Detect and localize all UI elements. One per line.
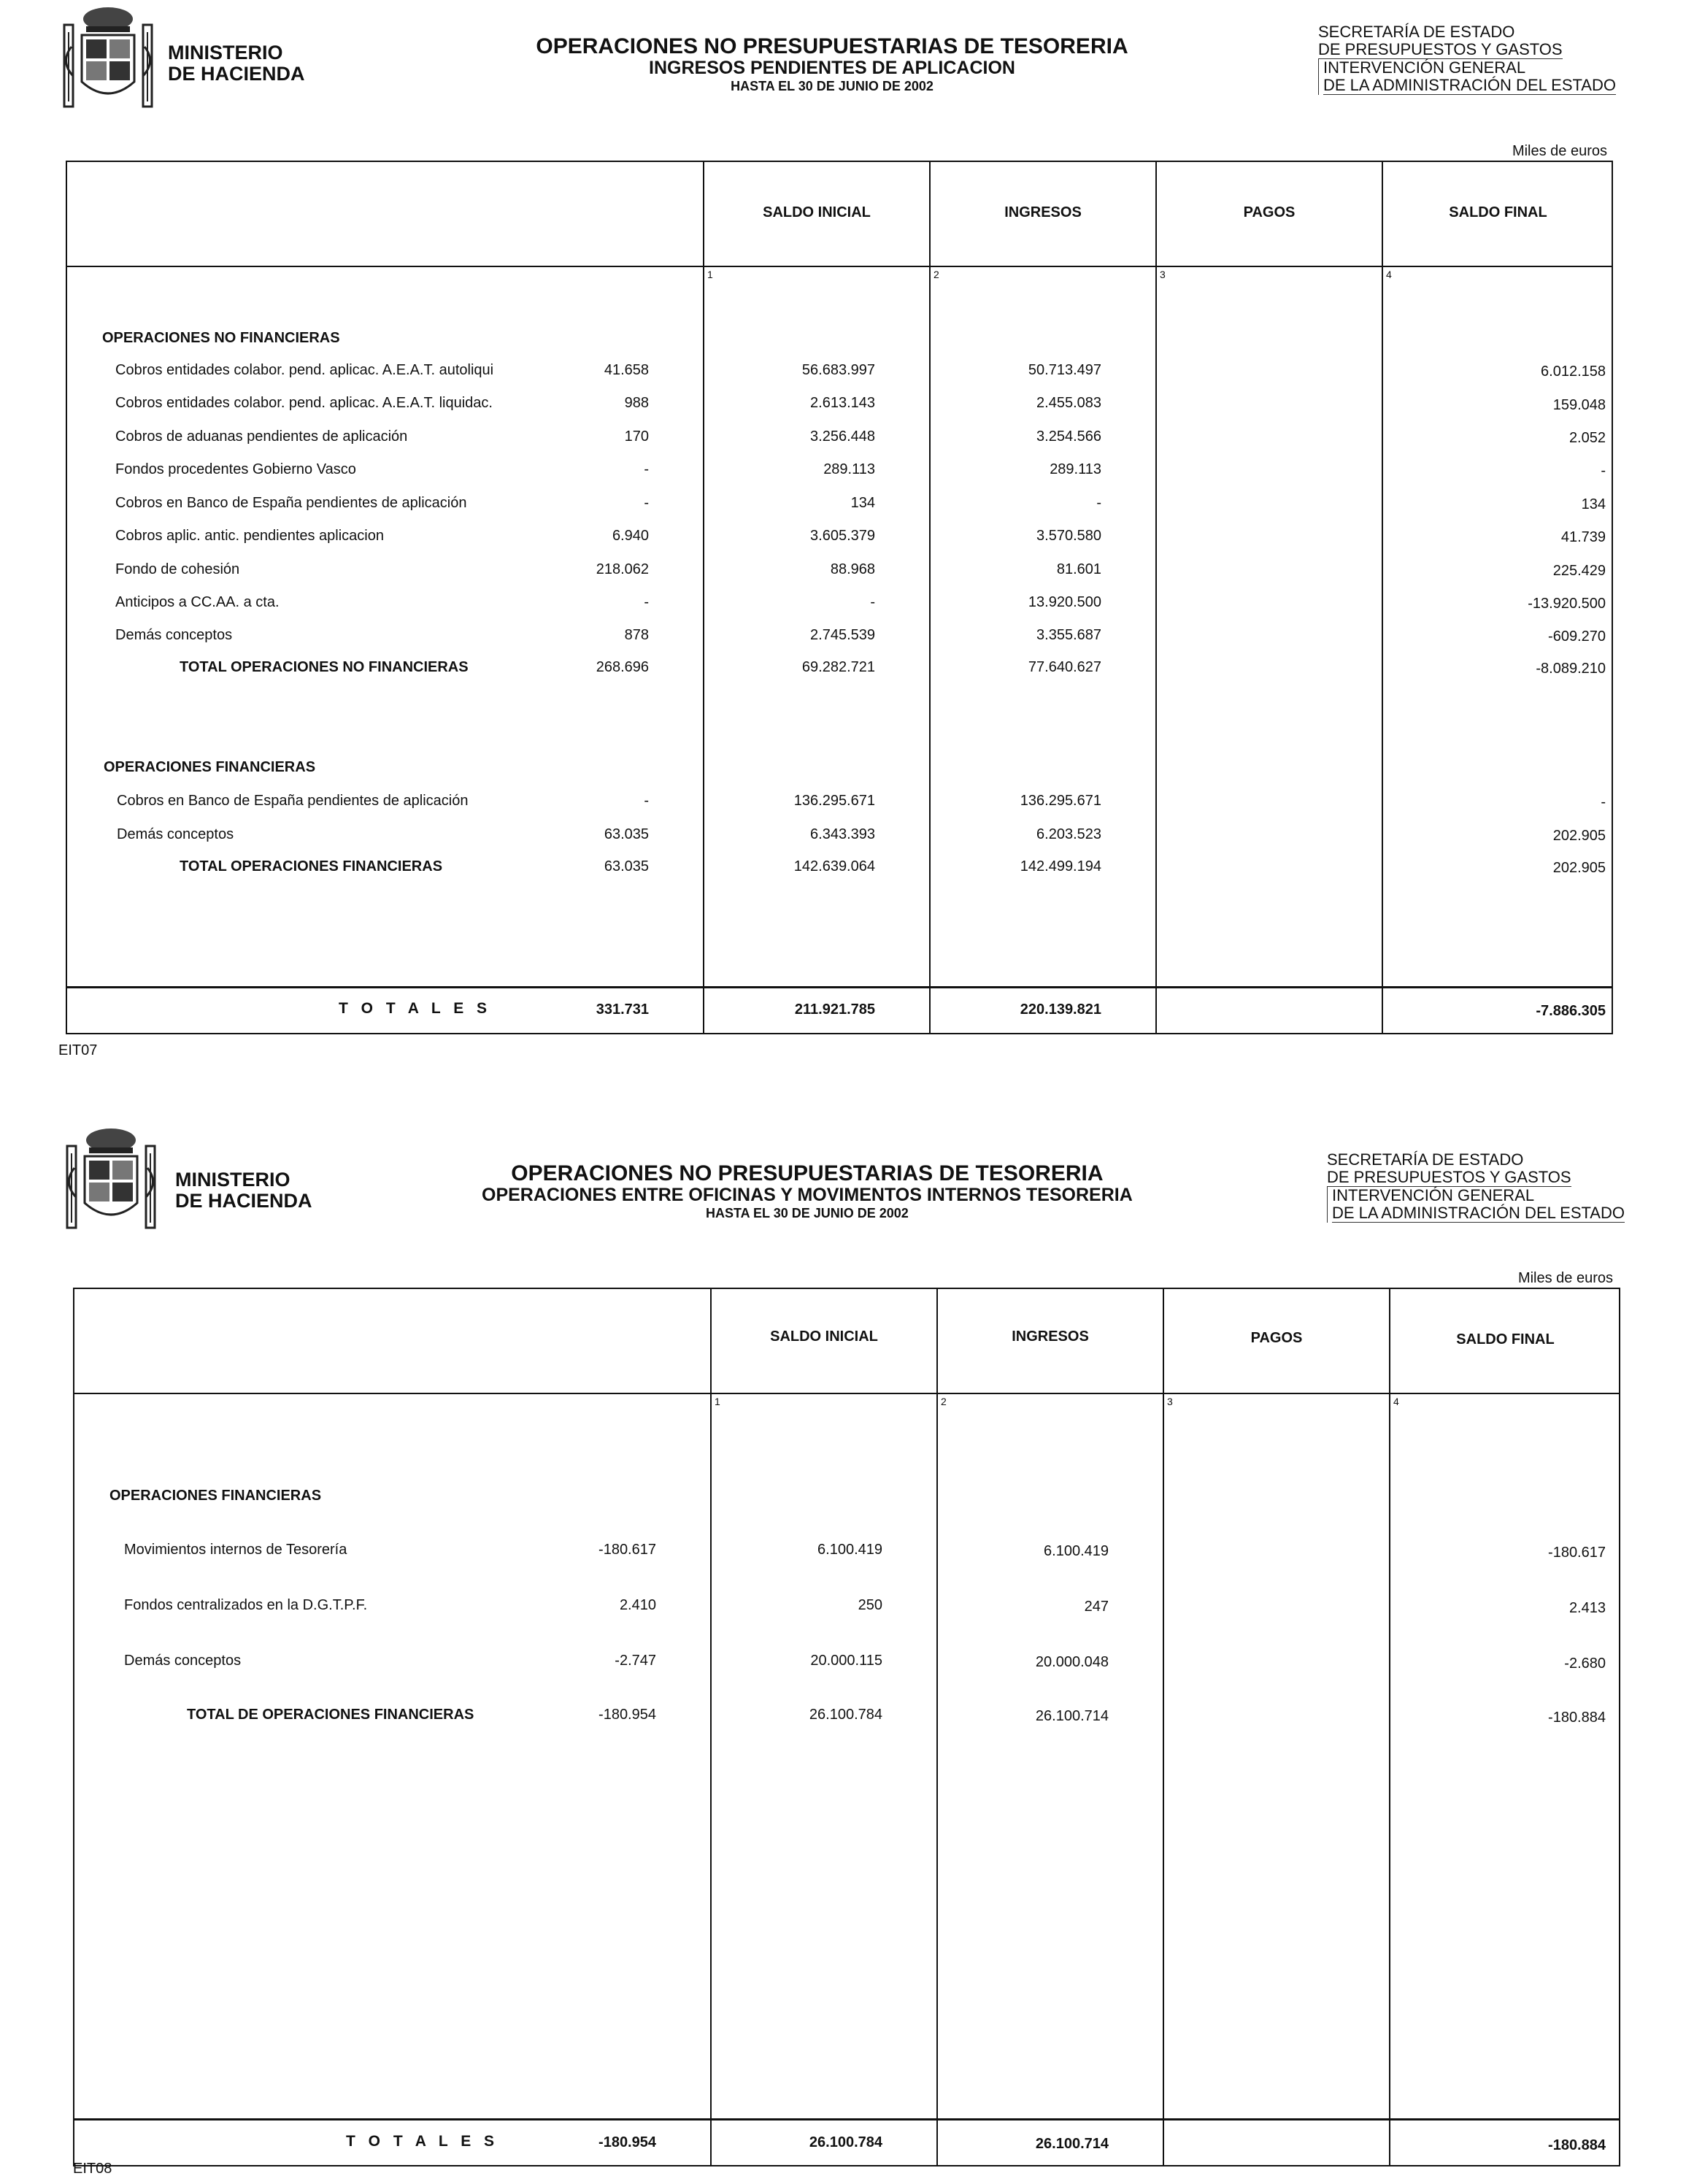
report-date: HASTA EL 30 DE JUNIO DE 2002 <box>731 79 934 93</box>
cell-pagos: 3.254.566 <box>1036 428 1101 445</box>
column-divider <box>710 1289 712 2165</box>
cell-saldo-inicial: 268.696 <box>596 659 649 675</box>
cell-ingresos: 3.256.448 <box>810 428 875 445</box>
cell-pagos: 2.455.083 <box>1036 395 1101 411</box>
ministry-name <box>168 42 305 85</box>
cell-pagos: 77.640.627 <box>1028 659 1101 675</box>
cell-saldo-inicial: 878 <box>624 627 649 643</box>
cell-saldo-final: 134 <box>1581 496 1606 512</box>
intervencion-line2: DE LA ADMINISTRACIÓN DEL ESTADO <box>1323 76 1616 94</box>
cell-saldo-inicial: - <box>644 461 649 477</box>
row-label: Demás conceptos <box>124 1653 242 1669</box>
col-number: 4 <box>1393 1396 1399 1407</box>
cell-saldo-final: 2.052 <box>1568 430 1606 446</box>
cell-saldo-final: 202.905 <box>1552 860 1606 876</box>
col-number: 3 <box>1167 1396 1173 1407</box>
cell-saldo-inicial: - <box>644 495 649 511</box>
secretaria-line2: DE PRESUPUESTOS Y GASTOS <box>1318 40 1563 58</box>
col-header-saldo-inicial: SALDO INICIAL <box>763 204 871 220</box>
cell-ingresos: 2.613.143 <box>810 395 875 411</box>
column-divider <box>936 1289 938 2165</box>
cell-ingresos: 3.605.379 <box>810 528 875 544</box>
cell-pagos: 142.499.194 <box>1020 858 1101 874</box>
cell-saldo-inicial: -180.617 <box>598 1542 656 1558</box>
report-title: OPERACIONES NO PRESUPUESTARIAS DE TESORERIA <box>511 1161 1104 1185</box>
cell-ingresos: 2.745.539 <box>810 627 875 643</box>
cell-saldo-inicial: 988 <box>624 395 649 411</box>
cell-ingresos: 142.639.064 <box>793 858 875 874</box>
section-heading: OPERACIONES FINANCIERAS <box>104 759 316 775</box>
col-number: 1 <box>715 1396 720 1407</box>
report-code: EIT08 <box>73 2161 112 2177</box>
secretaria-line1: SECRETARÍA DE ESTADO <box>1327 1150 1524 1169</box>
cell-ingresos: 250 <box>858 1597 882 1613</box>
col-number: 1 <box>707 269 713 280</box>
cell-saldo-inicial: - <box>644 594 649 610</box>
spanish-coat-of-arms-icon <box>60 1124 162 1234</box>
col-header-saldo-final: SALDO FINAL <box>1449 204 1547 220</box>
col-number: 4 <box>1386 269 1392 280</box>
column-divider <box>1163 1289 1164 2165</box>
col-header-ingresos: INGRESOS <box>1004 204 1082 220</box>
data-table <box>66 161 1613 1034</box>
cell-pagos: 13.920.500 <box>1028 594 1101 610</box>
row-label: Cobros en Banco de España pendientes de aplicación <box>117 793 469 809</box>
cell-saldo-final: -2.680 <box>1564 1656 1606 1672</box>
col-number: 3 <box>1160 269 1166 280</box>
cell-saldo-inicial: 218.062 <box>596 561 649 577</box>
col-number: 2 <box>934 269 939 280</box>
cell-pagos: 289.113 <box>1050 461 1101 477</box>
report-date: HASTA EL 30 DE JUNIO DE 2002 <box>706 1206 909 1220</box>
cell-ingresos: 136.295.671 <box>793 793 875 809</box>
report-title-block <box>467 35 1197 94</box>
ministry-line2: DE HACIENDA <box>168 63 305 85</box>
cell-saldo-inicial: -2.747 <box>615 1653 656 1669</box>
report-title: OPERACIONES NO PRESUPUESTARIAS DE TESORERIA <box>536 34 1128 58</box>
cell-saldo-inicial: 6.940 <box>612 528 649 544</box>
grand-saldo-inicial: -180.954 <box>598 2134 656 2150</box>
report-subtitle: OPERACIONES ENTRE OFICINAS Y MOVIMENTOS INTERNOS TESORERIA <box>482 1185 1133 1205</box>
row-label: Cobros de aduanas pendientes de aplicación <box>115 428 408 445</box>
row-label: Cobros en Banco de España pendientes de aplicación <box>115 495 467 511</box>
header-divider <box>74 1393 1619 1394</box>
cell-saldo-final: 202.905 <box>1552 828 1606 844</box>
cell-saldo-final: -8.089.210 <box>1536 661 1606 677</box>
cell-ingresos: 88.968 <box>830 561 875 577</box>
row-label: Demás conceptos <box>117 826 234 842</box>
report-title-block <box>482 1162 1133 1221</box>
cell-ingresos: 6.343.393 <box>810 826 875 842</box>
grand-saldo-inicial: 331.731 <box>596 1001 649 1018</box>
cell-pagos: 6.100.419 <box>1044 1543 1109 1559</box>
intervencion-line1: INTERVENCIÓN GENERAL <box>1327 1187 1625 1204</box>
cell-ingresos: 56.683.997 <box>801 362 875 378</box>
secretaria-line1: SECRETARÍA DE ESTADO <box>1318 23 1515 41</box>
grand-ingresos: 211.921.785 <box>794 1001 875 1018</box>
cell-saldo-final: -13.920.500 <box>1528 596 1606 612</box>
cell-pagos: 20.000.048 <box>1035 1654 1109 1670</box>
cell-ingresos: 6.100.419 <box>817 1542 882 1558</box>
row-label: Fondos centralizados en la D.G.T.P.F. <box>124 1597 368 1613</box>
grand-pagos: 26.100.714 <box>1035 2136 1109 2152</box>
secretaria-block <box>1318 23 1616 95</box>
column-divider <box>1382 162 1383 1033</box>
ministry-name <box>175 1169 312 1212</box>
cell-saldo-final: - <box>1601 794 1606 810</box>
spanish-coat-of-arms-icon <box>57 3 159 112</box>
row-label: Cobros aplic. antic. pendientes aplicacion <box>115 528 384 544</box>
cell-saldo-inicial: 170 <box>624 428 649 445</box>
row-label: Cobros entidades colabor. pend. aplicac. A.E.A.T. liquidac. <box>115 395 493 411</box>
column-divider <box>703 162 704 1033</box>
cell-saldo-final: -180.884 <box>1548 1710 1606 1726</box>
subtotal-label: TOTAL DE OPERACIONES FINANCIERAS <box>187 1707 474 1723</box>
col-header-saldo-final: SALDO FINAL <box>1456 1331 1555 1347</box>
col-header-pagos: PAGOS <box>1243 204 1296 220</box>
row-label: Demás conceptos <box>115 627 233 643</box>
cell-saldo-inicial: 63.035 <box>604 826 649 842</box>
cell-pagos: - <box>1096 495 1101 511</box>
totals-divider <box>67 986 1612 988</box>
subtotal-label: TOTAL OPERACIONES FINANCIERAS <box>180 858 443 874</box>
units-label: Miles de euros <box>1512 143 1607 159</box>
row-label: Anticipos a CC.AA. a cta. <box>115 594 280 610</box>
cell-saldo-final: 2.413 <box>1568 1600 1606 1616</box>
cell-saldo-final: 41.739 <box>1560 529 1606 545</box>
cell-ingresos: 20.000.115 <box>810 1653 882 1669</box>
subtotal-label: TOTAL OPERACIONES NO FINANCIERAS <box>180 659 469 675</box>
col-header-pagos: PAGOS <box>1250 1330 1303 1346</box>
header-divider <box>67 266 1612 267</box>
secretaria-line2: DE PRESUPUESTOS Y GASTOS <box>1327 1168 1571 1186</box>
column-divider <box>929 162 931 1033</box>
row-label: Fondo de cohesión <box>115 561 240 577</box>
cell-saldo-final: 159.048 <box>1552 397 1606 413</box>
cell-ingresos: 26.100.784 <box>809 1707 882 1723</box>
cell-saldo-final: 6.012.158 <box>1541 364 1606 380</box>
ministry-line1: MINISTERIO <box>168 42 283 64</box>
cell-saldo-inicial: - <box>644 793 649 809</box>
row-label: Fondos procedentes Gobierno Vasco <box>115 461 356 477</box>
cell-saldo-inicial: 63.035 <box>604 858 649 874</box>
units-label: Miles de euros <box>1517 1270 1613 1286</box>
cell-pagos: 3.570.580 <box>1036 528 1101 544</box>
grand-pagos: 220.139.821 <box>1020 1001 1101 1018</box>
ministry-line2: DE HACIENDA <box>175 1190 312 1212</box>
cell-pagos: 3.355.687 <box>1036 627 1101 643</box>
intervencion-line2: DE LA ADMINISTRACIÓN DEL ESTADO <box>1332 1204 1625 1222</box>
column-divider <box>1389 1289 1390 2165</box>
totals-label: T O T A L E S <box>346 2133 499 2150</box>
cell-ingresos: 134 <box>850 495 875 511</box>
cell-saldo-inicial: 41.658 <box>604 362 649 378</box>
col-header-saldo-inicial: SALDO INICIAL <box>770 1329 878 1345</box>
grand-saldo-final: -180.884 <box>1548 2137 1606 2153</box>
report-subtitle: INGRESOS PENDIENTES DE APLICACION <box>649 58 1015 78</box>
totals-divider <box>74 2118 1619 2120</box>
cell-pagos: 247 <box>1084 1599 1109 1615</box>
column-divider <box>1155 162 1157 1033</box>
cell-saldo-final: 225.429 <box>1552 563 1606 579</box>
data-table <box>73 1288 1620 2166</box>
secretaria-block <box>1327 1151 1625 1223</box>
cell-saldo-final: -180.617 <box>1548 1545 1606 1561</box>
section-heading: OPERACIONES FINANCIERAS <box>109 1488 322 1504</box>
cell-saldo-inicial: 2.410 <box>619 1597 656 1613</box>
col-header-ingresos: INGRESOS <box>1012 1329 1089 1345</box>
section-heading: OPERACIONES NO FINANCIERAS <box>102 330 340 346</box>
cell-saldo-final: -609.270 <box>1548 628 1606 645</box>
cell-pagos: 81.601 <box>1056 561 1101 577</box>
grand-saldo-final: -7.886.305 <box>1536 1003 1606 1019</box>
cell-pagos: 6.203.523 <box>1036 826 1101 842</box>
cell-pagos: 50.713.497 <box>1028 362 1101 378</box>
row-label: Movimientos internos de Tesorería <box>124 1542 347 1558</box>
cell-saldo-final: - <box>1601 463 1606 479</box>
cell-saldo-inicial: -180.954 <box>598 1707 656 1723</box>
intervencion-line1: INTERVENCIÓN GENERAL <box>1318 59 1616 77</box>
cell-ingresos: 289.113 <box>823 461 875 477</box>
grand-ingresos: 26.100.784 <box>809 2134 882 2150</box>
report-code: EIT07 <box>58 1042 98 1058</box>
cell-pagos: 26.100.714 <box>1035 1708 1109 1724</box>
col-number: 2 <box>941 1396 947 1407</box>
totals-label: T O T A L E S <box>339 1000 492 1017</box>
cell-ingresos: 69.282.721 <box>801 659 875 675</box>
cell-pagos: 136.295.671 <box>1020 793 1101 809</box>
row-label: Cobros entidades colabor. pend. aplicac. A.E.A.T. autoliqui <box>115 362 494 378</box>
cell-ingresos: - <box>870 594 875 610</box>
ministry-line1: MINISTERIO <box>175 1169 290 1191</box>
